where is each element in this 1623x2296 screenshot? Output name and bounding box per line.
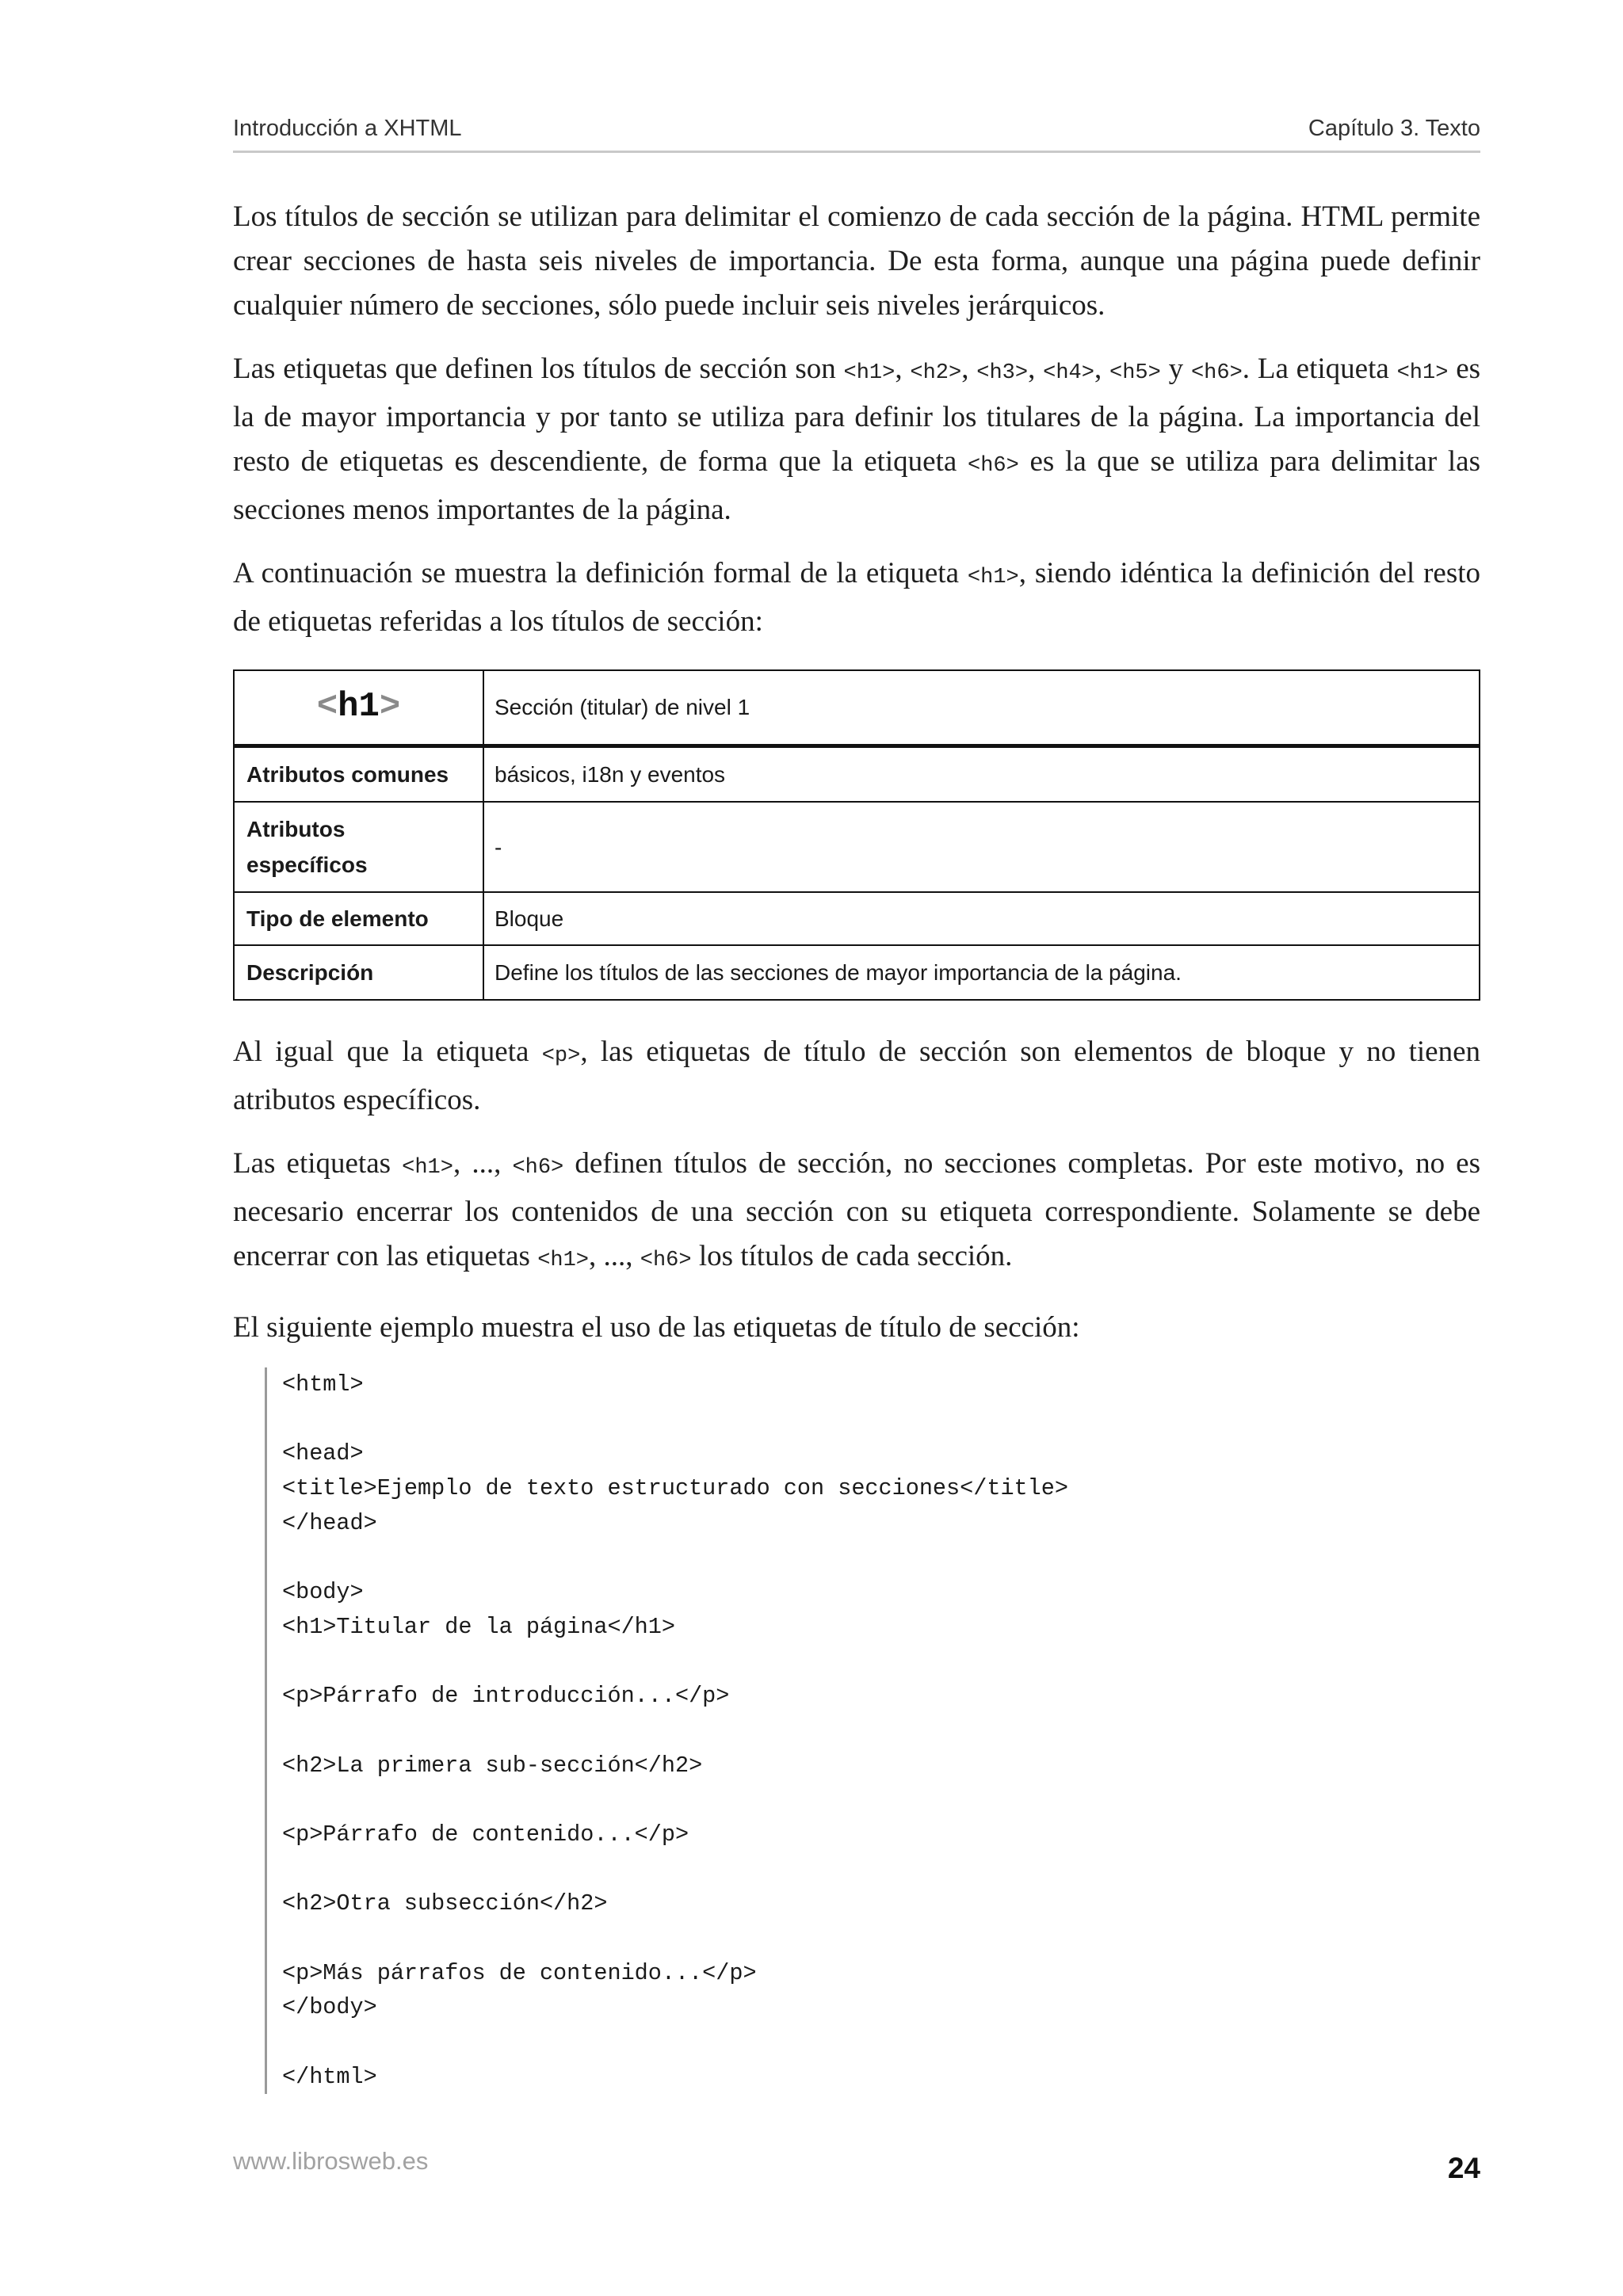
- table-row: [234, 892, 1480, 945]
- tag-name: h1: [338, 687, 380, 727]
- paragraph-text: , las etiquetas de título de sección son elementos de bloque y no tienen atributos específicos.: [233, 1035, 1480, 1116]
- paragraph-text: los títulos de cada sección.: [691, 1240, 1013, 1272]
- row-value: -: [483, 802, 1480, 892]
- row-label: Atributos comunes: [234, 746, 483, 802]
- code-example: [265, 1367, 1480, 2094]
- paragraph-text: ,: [1094, 353, 1110, 385]
- tag-summary: Sección (titular) de nivel 1: [483, 670, 1480, 746]
- code-line: <h2>La primera sub-sección</h2>: [282, 1752, 703, 1779]
- paragraph-text: El siguiente ejemplo muestra el uso de las etiquetas de título de sección:: [233, 1311, 1080, 1344]
- inline-code: <p>: [541, 1044, 581, 1068]
- table-row: [234, 802, 1480, 892]
- inline-code: <h3>: [976, 361, 1029, 385]
- table-row: [234, 746, 1480, 802]
- code-line: <h1>Titular de la página</h1>: [282, 1613, 675, 1640]
- inline-code: <h1>: [402, 1156, 453, 1180]
- code-line: </head>: [282, 1509, 377, 1536]
- inline-code: <h6>: [640, 1249, 692, 1272]
- paragraph-text: Las etiquetas: [233, 1147, 403, 1180]
- paragraph-text: es la que se utiliza para delimitar las secciones menos importantes de la página.: [233, 445, 1480, 526]
- code-line: <body>: [282, 1579, 364, 1606]
- table-row: [234, 945, 1480, 1000]
- paragraph-text: . La etiqueta: [1242, 353, 1397, 385]
- paragraph-text: Los títulos de sección se utilizan para delimitar el comienzo de cada sección de la página. HTML permite crear secciones de hasta seis niveles de importancia. De esta forma, aunque una página puede definir cualquier número de secciones, sólo puede incluir seis niveles jerárquicos.: [233, 200, 1480, 322]
- inline-code: <h6>: [1190, 361, 1243, 385]
- inline-code: <h6>: [968, 454, 1019, 478]
- paragraph-intro: [233, 195, 1480, 328]
- inline-code: <h4>: [1043, 361, 1094, 385]
- paragraph-section-titles: [233, 1142, 1480, 1283]
- paragraph-text: Al igual que la etiqueta: [233, 1035, 542, 1068]
- tag-open-bracket: <: [316, 687, 338, 727]
- paragraph-text: definen títulos de sección, no secciones completas. Por este motivo, no es necesario encerrar los contenidos de una sección con su etiqueta correspondiente. Solamente se debe encerrar con las etiquetas: [233, 1147, 1480, 1272]
- inline-code: <h2>: [910, 361, 962, 385]
- row-label: Tipo de elemento: [234, 892, 483, 945]
- row-value: básicos, i18n y eventos: [483, 746, 1480, 802]
- code-line: <p>Párrafo de introducción...</p>: [282, 1683, 730, 1710]
- row-value: Define los títulos de las secciones de mayor importancia de la página.: [483, 945, 1480, 1000]
- code-line: <h2>Otra subsección</h2>: [282, 1890, 608, 1917]
- code-line: [282, 1645, 1480, 1680]
- book-title: Introducción a XHTML: [233, 116, 462, 141]
- inline-code: <h1>: [967, 566, 1019, 589]
- paragraph-text: ,: [961, 353, 977, 385]
- code-line: [282, 1402, 1480, 1437]
- paragraph-text: , siendo idéntica la definición del resto de etiquetas referidas a los títulos de sección:: [233, 557, 1480, 638]
- paragraph-text: ,: [1028, 353, 1044, 385]
- inline-code: <h6>: [512, 1156, 564, 1180]
- inline-code: <h1>: [537, 1249, 589, 1272]
- paragraph-text: Las etiquetas que definen los títulos de sección son: [233, 353, 844, 385]
- paragraph-text: y: [1160, 353, 1191, 385]
- code-line: [282, 1852, 1480, 1887]
- page-number: 24: [1447, 2152, 1480, 2184]
- row-label: Descripción: [234, 945, 483, 1000]
- code-line: <p>Más párrafos de contenido...</p>: [282, 1959, 757, 1986]
- running-header: [233, 113, 1480, 153]
- paragraph-formal-definition: [233, 551, 1480, 644]
- paragraph-block-elements: [233, 1030, 1480, 1123]
- inline-code: <h5>: [1109, 361, 1161, 385]
- code-line: </body>: [282, 1994, 377, 2021]
- code-line: [282, 1714, 1480, 1749]
- paragraph-text: es la de mayor importancia y por tanto se utiliza para definir los titulares de la página. La importancia del resto de etiquetas es descendiente, de forma que la etiqueta: [233, 353, 1481, 478]
- row-label: Atributos específicos: [234, 802, 483, 892]
- inline-code: <h1>: [1396, 361, 1449, 385]
- paragraph-heading-tags: [233, 347, 1480, 532]
- paragraph-text: , ...,: [589, 1240, 640, 1272]
- code-line: <title>Ejemplo de texto estructurado con secciones</title>: [282, 1475, 1068, 1502]
- code-line: [282, 1540, 1480, 1575]
- row-value: Bloque: [483, 892, 1480, 945]
- code-line: <p>Párrafo de contenido...</p>: [282, 1821, 689, 1848]
- code-line: <html>: [282, 1371, 364, 1398]
- element-definition-table: [233, 669, 1480, 1001]
- inline-code: <h1>: [843, 361, 896, 385]
- code-line: <head>: [282, 1440, 364, 1467]
- paragraph-text: A continuación se muestra la definición formal de la etiqueta: [233, 557, 968, 589]
- code-line: [282, 1783, 1480, 1817]
- code-line: [282, 2025, 1480, 2060]
- footer-url: www.librosweb.es: [233, 2147, 429, 2175]
- table-header-row: [234, 670, 1480, 746]
- chapter-title: Capítulo 3. Texto: [1308, 116, 1480, 141]
- code-line: </html>: [282, 2063, 377, 2090]
- tag-cell: [234, 670, 483, 746]
- tag-close-bracket: >: [379, 687, 401, 727]
- paragraph-text: , ...,: [453, 1147, 513, 1180]
- paragraph-example-intro: [233, 1306, 1480, 1350]
- paragraph-text: ,: [895, 353, 911, 385]
- page-body: [233, 195, 1480, 2094]
- code-line: [282, 1921, 1480, 1956]
